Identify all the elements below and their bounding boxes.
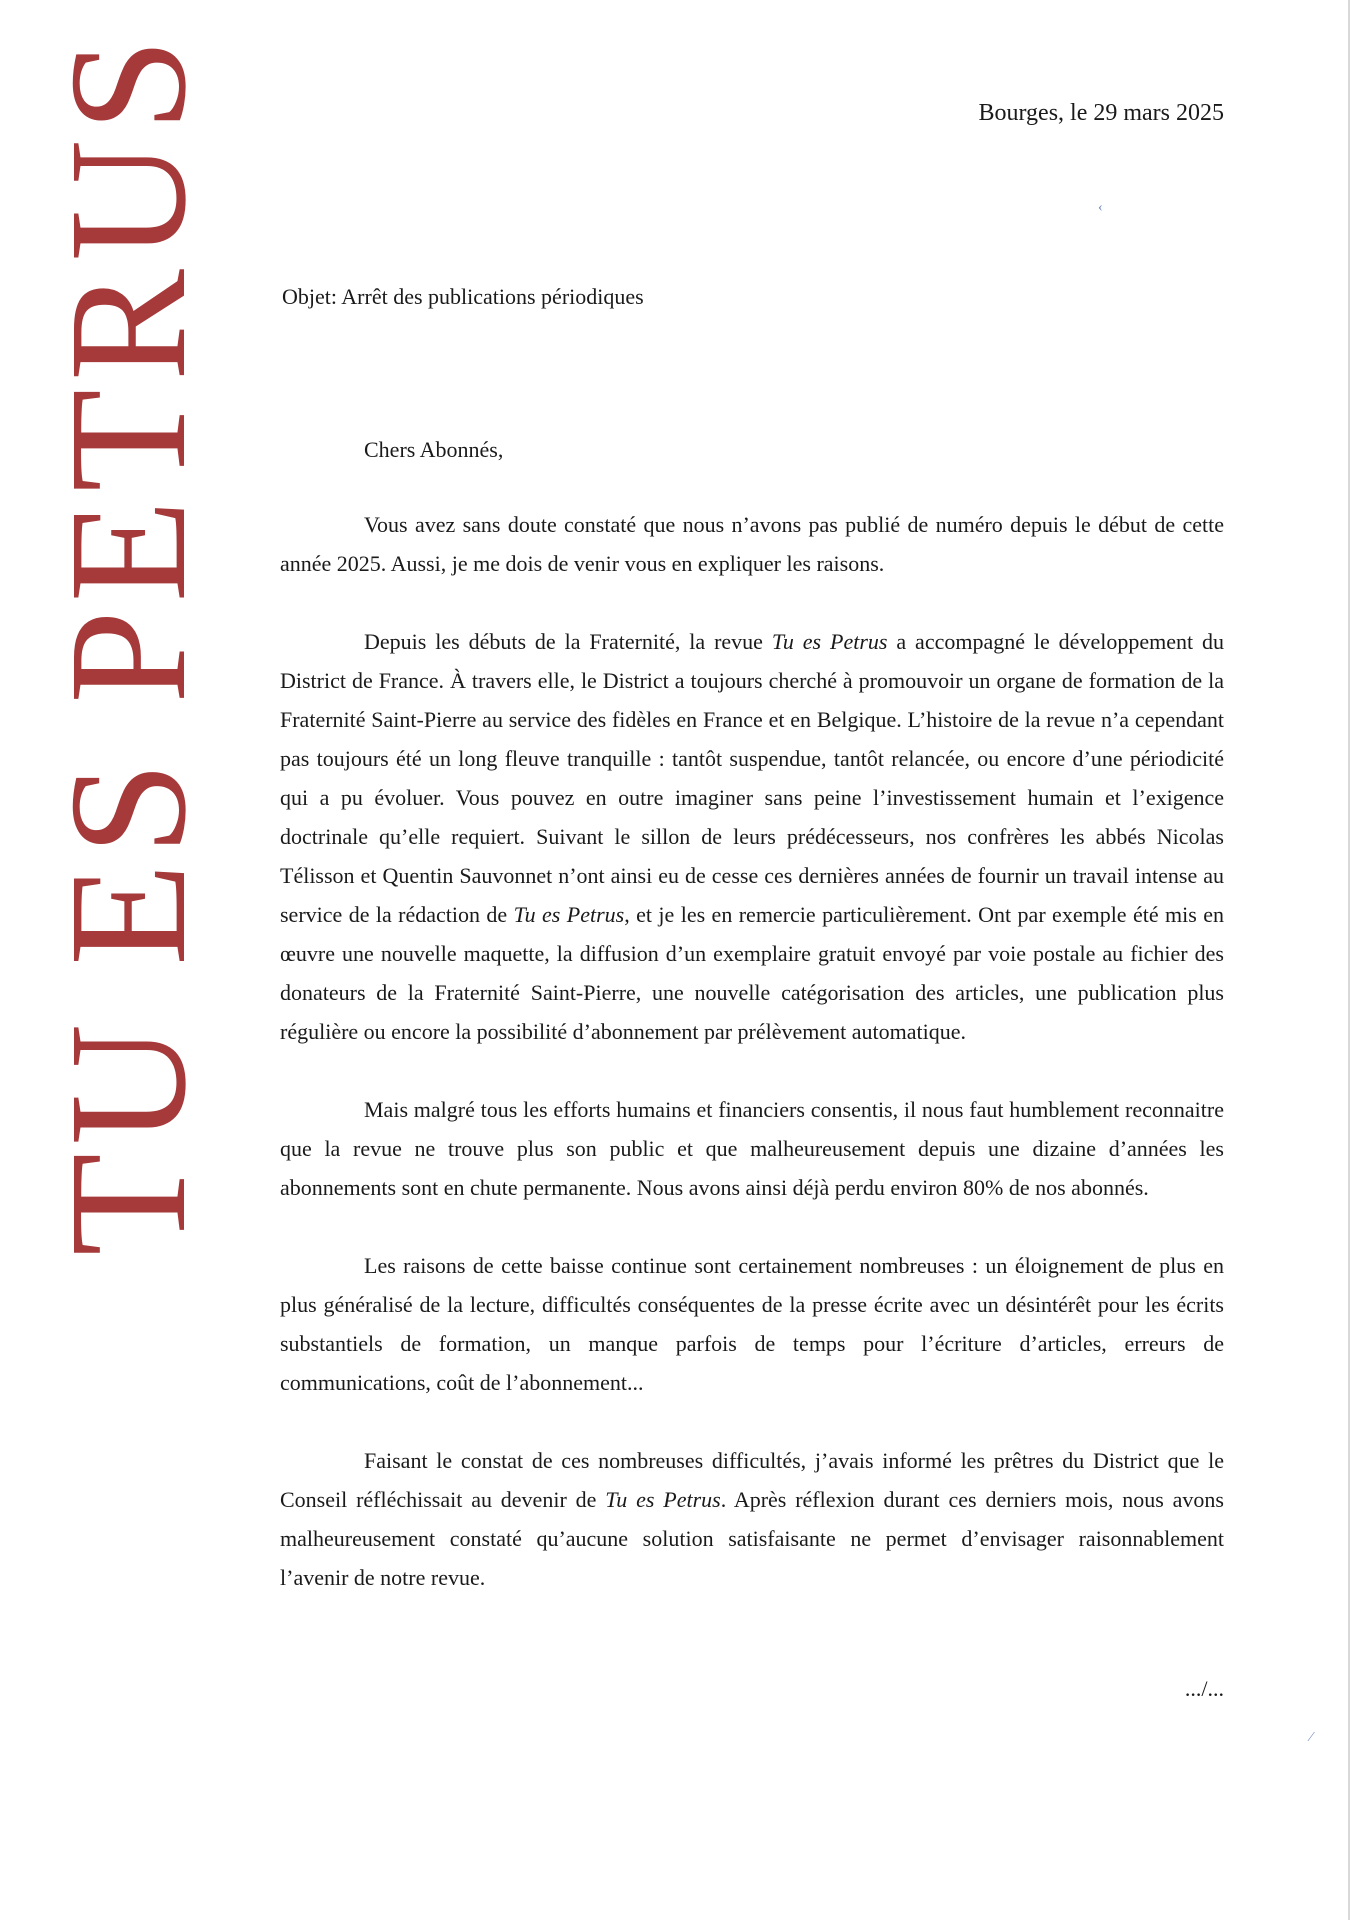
letter-body [280,430,1224,1636]
paragraph-reasons [280,1246,1224,1402]
ink-speck: ‹ [1098,200,1103,215]
paragraph-text: , et je les en remercie particulièrement. Ont par exemple été mis en œuvre une nouvelle maquette, la diffusion d’un exemplaire gratuit envoyé par voie postale au fichier des donateurs de la Fraternité Saint-Pierre, une nouvelle catégorisation des articles, une publication plus régulière ou encore la possibilité d’abonnement par prélèvement automatique. [280,902,1224,1044]
paragraph-intro [280,505,1224,583]
paragraph-history [280,622,1224,1051]
salutation: Chers Abonnés, [364,437,504,462]
journal-title: Tu es Petrus [513,902,625,927]
letter-date: Bourges, le 29 mars 2025 [978,100,1224,126]
paragraph-conclusion [280,1441,1224,1597]
journal-title: Tu es Petrus [771,629,888,654]
paragraph-decline [280,1090,1224,1207]
paragraph-text: Les raisons de cette baisse continue sont certainement nombreuses : un éloignement de plus en plus généralisé de la lecture, difficultés conséquentes de la presse écrite avec un désintérêt pour les écrits substantiels de formation, un manque parfois de temps pour l’écriture d’articles, erreurs de communications, coût de l’abonnement... [280,1253,1224,1395]
paragraph-text: . Après réflexion durant ces derniers mois, nous avons malheureusement constaté qu’aucune solution satisfaisante ne permet d’envisager raisonnablement l’avenir de notre revue. [280,1487,1224,1590]
paragraph-text: Faisant le constat de ces nombreuses difficultés, j’avais informé les prêtres du District que le Conseil réfléchissait au devenir de [280,1448,1224,1512]
paragraph-text: Vous avez sans doute constaté que nous n’avons pas publié de numéro depuis le début de cette année 2025. Aussi, je me dois de venir vous en expliquer les raisons. [280,512,1224,576]
ink-speck: ⁄ [1310,1730,1313,1745]
journal-title: Tu es Petrus [605,1487,721,1512]
paragraph-text: a accompagné le développement du District de France. À travers elle, le District a toujours cherché à promouvoir un organe de formation de la Fraternité Saint-Pierre au service des fidèles en France et en Belgique. L’histoire de la revue n’a cependant pas toujours été un long fleuve tranquille : tantôt suspendue, tantôt relancée, ou encore d’une périodicité qui a pu évoluer. Vous pouvez en outre imaginer sans peine l’investissement humain et l’exigence doctrinale qu’elle requiert. Suivant le sillon de leurs prédécesseurs, nos confrères les abbés Nicolas Télisson et Quentin Sauvonnet n’ont ainsi eu de cesse ces dernières années de fournir un travail intense au service de la rédaction de [280,629,1224,927]
masthead-title: TU ES PETRUS [35,30,221,1256]
masthead [35,30,221,1256]
letter-subject: Objet: Arrêt des publications périodiques [282,284,644,309]
page-edge [1348,0,1350,1920]
paragraph-text: Depuis les débuts de la Fraternité, la revue [364,629,772,654]
continuation-mark: .../... [1184,1676,1224,1701]
paragraph-text: Mais malgré tous les efforts humains et financiers consentis, il nous faut humblement reconnaitre que la revue ne trouve plus son public et que malheureusement depuis une dizaine d’années les abonnements sont en chute permanente. Nous avons ainsi déjà perdu environ 80% de nos abonnés. [280,1097,1224,1200]
